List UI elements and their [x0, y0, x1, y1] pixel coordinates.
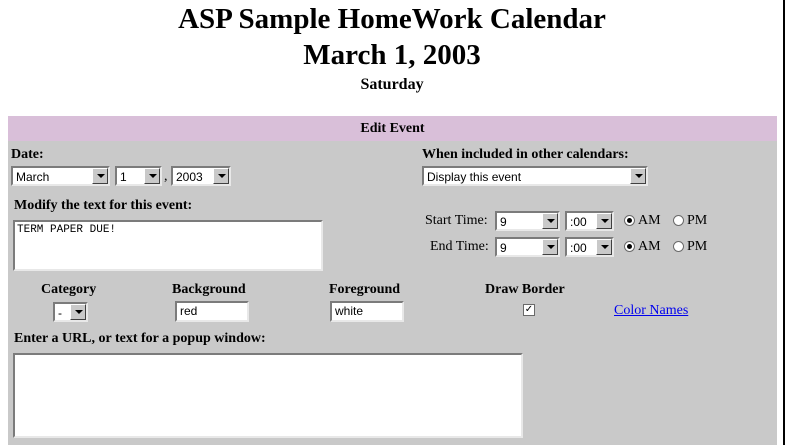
draw-border-checkbox[interactable]: ✓	[524, 304, 534, 315]
category-select[interactable]	[53, 302, 88, 322]
month-select[interactable]	[11, 166, 110, 186]
foreground-label: Foreground	[329, 282, 401, 297]
end-pm-radio[interactable]	[673, 241, 684, 252]
color-names-link[interactable]: Color Names	[614, 303, 689, 318]
start-minute-value: :00	[570, 215, 587, 229]
month-value: March	[16, 170, 50, 184]
other-calendars-label: When included in other calendars:	[422, 147, 629, 162]
chevron-down-icon[interactable]	[596, 213, 612, 229]
start-pm-label: PM	[687, 213, 708, 228]
other-calendars-value: Display this event	[427, 170, 522, 184]
start-am-label: AM	[638, 213, 661, 228]
chevron-down-icon[interactable]	[630, 168, 646, 184]
date-label: Date:	[11, 147, 44, 162]
end-time-label: End Time:	[430, 239, 489, 254]
year-value: 2003	[176, 170, 203, 184]
url-text-area[interactable]	[13, 353, 523, 438]
end-pm-label: PM	[687, 239, 708, 254]
chevron-down-icon[interactable]	[92, 168, 108, 184]
year-select[interactable]	[171, 166, 231, 186]
draw-border-label: Draw Border	[485, 282, 565, 297]
start-hour-select[interactable]	[495, 211, 560, 231]
end-minute-select[interactable]	[565, 237, 614, 257]
url-label: Enter a URL, or text for a popup window:	[14, 331, 266, 346]
window-border	[783, 0, 785, 445]
chevron-down-icon[interactable]	[542, 239, 558, 255]
start-minute-select[interactable]	[565, 211, 614, 231]
edit-event-heading: Edit Event	[8, 116, 777, 141]
end-am-label: AM	[638, 239, 661, 254]
selected-weekday: Saturday	[360, 76, 424, 93]
day-value: 1	[120, 170, 127, 184]
chevron-down-icon[interactable]	[542, 213, 558, 229]
other-calendars-select[interactable]	[422, 166, 648, 186]
foreground-input[interactable]: white	[330, 301, 404, 322]
end-am-radio[interactable]	[624, 241, 635, 252]
selected-date: March 1, 2003	[303, 39, 481, 71]
start-pm-radio[interactable]	[673, 215, 684, 226]
end-hour-value: 9	[500, 241, 507, 255]
chevron-down-icon[interactable]	[144, 168, 160, 184]
start-time-label: Start Time:	[425, 213, 488, 228]
day-select[interactable]	[115, 166, 162, 186]
start-hour-value: 9	[500, 215, 507, 229]
date-comma: ,	[164, 169, 168, 184]
event-text-area[interactable]: TERM PAPER DUE!	[13, 220, 323, 271]
category-label: Category	[41, 282, 97, 297]
category-value: -	[58, 306, 62, 320]
page-title: ASP Sample HomeWork Calendar	[178, 3, 606, 35]
end-hour-select[interactable]	[495, 237, 560, 257]
background-input[interactable]: red	[175, 301, 249, 322]
event-text-label: Modify the text for this event:	[14, 198, 193, 213]
start-am-radio[interactable]	[624, 215, 635, 226]
chevron-down-icon[interactable]	[213, 168, 229, 184]
chevron-down-icon[interactable]	[70, 304, 86, 320]
background-label: Background	[172, 282, 246, 297]
chevron-down-icon[interactable]	[596, 239, 612, 255]
end-minute-value: :00	[570, 241, 587, 255]
